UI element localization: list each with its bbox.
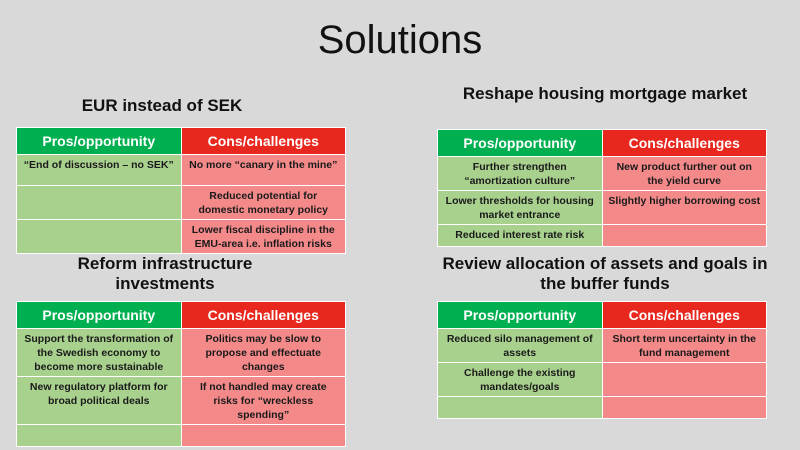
pros-cell (17, 425, 182, 447)
pros-cons-table-housing (437, 129, 767, 247)
cons-cell (602, 397, 767, 419)
pros-header: Pros/opportunity (438, 130, 603, 157)
pros-cell: Lower thresholds for housing market entrance (438, 191, 603, 225)
table-row (438, 363, 767, 397)
section-title-infrastructure: Reform infrastructure investments (77, 254, 253, 293)
pros-cell: Support the transformation of the Swedish economy to become more sustainable (17, 329, 182, 377)
table-header-row (438, 130, 767, 157)
cons-header: Cons/challenges (602, 302, 767, 329)
table-row (17, 425, 346, 447)
pros-cons-table-infrastructure (16, 301, 346, 447)
table-header-row (17, 128, 346, 155)
table-row (17, 329, 346, 377)
cons-header: Cons/challenges (602, 130, 767, 157)
cons-cell: No more “canary in the mine” (181, 155, 346, 186)
table-header-row (17, 302, 346, 329)
pros-cell: Further strengthen “amortization culture” (438, 157, 603, 191)
cons-header: Cons/challenges (181, 302, 346, 329)
slide-title: Solutions (317, 18, 483, 62)
cons-cell: New product further out on the yield curve (602, 157, 767, 191)
cons-cell: Short term uncertainty in the fund management (602, 329, 767, 363)
table-row (17, 377, 346, 425)
table-row (17, 186, 346, 220)
cons-cell: Slightly higher borrowing cost (602, 191, 767, 225)
pros-header: Pros/opportunity (438, 302, 603, 329)
pros-cell (438, 397, 603, 419)
table-row (438, 191, 767, 225)
pros-cell: “End of discussion – no SEK” (17, 155, 182, 186)
cons-cell (602, 225, 767, 247)
pros-cell (17, 220, 182, 254)
pros-header: Pros/opportunity (17, 302, 182, 329)
cons-cell (602, 363, 767, 397)
table-row (438, 225, 767, 247)
pros-cell: Reduced interest rate risk (438, 225, 603, 247)
table-row (17, 155, 346, 186)
section-title-housing: Reshape housing mortgage market (462, 84, 748, 103)
table-row (438, 329, 767, 363)
pros-cell: New regulatory platform for broad political deals (17, 377, 182, 425)
pros-cons-table-buffer-funds (437, 301, 767, 419)
table-row (438, 397, 767, 419)
cons-cell: If not handled may create risks for “wreckless spending” (181, 377, 346, 425)
pros-cons-table-eur (16, 127, 346, 254)
section-title-buffer-funds: Review allocation of assets and goals in the buffer funds (442, 254, 768, 293)
cons-cell (181, 425, 346, 447)
cons-cell: Politics may be slow to propose and effectuate changes (181, 329, 346, 377)
pros-cell (17, 186, 182, 220)
cons-cell: Reduced potential for domestic monetary policy (181, 186, 346, 220)
table-header-row (438, 302, 767, 329)
pros-cell: Reduced silo management of assets (438, 329, 603, 363)
section-title-eur: EUR instead of SEK (81, 96, 243, 115)
cons-cell: Lower fiscal discipline in the EMU-area i.e. inflation risks (181, 220, 346, 254)
cons-header: Cons/challenges (181, 128, 346, 155)
pros-cell: Challenge the existing mandates/goals (438, 363, 603, 397)
table-row (17, 220, 346, 254)
table-row (438, 157, 767, 191)
pros-header: Pros/opportunity (17, 128, 182, 155)
